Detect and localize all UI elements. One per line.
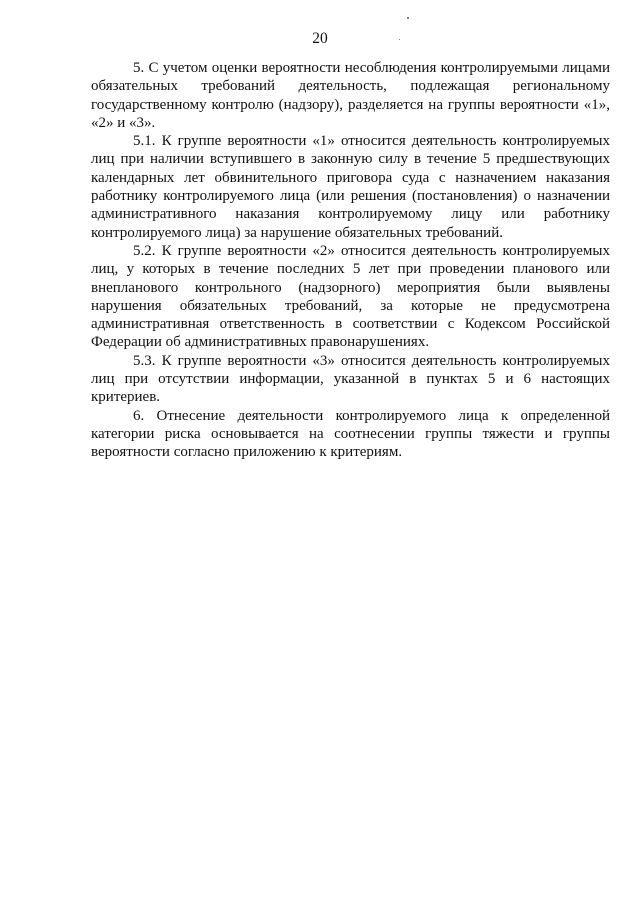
paragraph-6: 6. Отнесение деятельности контролируемого лица к определенной категории риска основывается на соотнесении группы тяжести и группы вероятности согласно приложению к критериям. bbox=[91, 407, 610, 461]
document-body bbox=[91, 59, 610, 462]
paragraph-5-3: 5.3. К группе вероятности «3» относится деятельность контролируемых лиц при отсутствии информации, указанной в пунктах 5 и 6 настоящих критериев. bbox=[91, 352, 610, 406]
page-number: 20 bbox=[312, 30, 328, 47]
paragraph-5-2: 5.2. К группе вероятности «2» относится деятельность контролируемых лиц, у которых в течение последних 5 лет при проведении планового или внепланового контрольного (надзорного) мероприятия были выявлены нарушения обязательных требований, за которые не предусмотрена административная ответственность в соответствии с Кодексом Российской Федерации об административных правонарушениях. bbox=[91, 242, 610, 351]
paragraph-5-1: 5.1. К группе вероятности «1» относится деятельность контролируемых лиц при наличии вступившего в законную силу в течение 5 предшествующих календарных лет обвинительного приговора суда с назначением наказания работнику контролируемого лица (или решения (постановления) о назначении административного наказания контролируемому лицу или работнику контролируемого лица) за нарушение обязательных требований. bbox=[91, 133, 610, 241]
scan-speck bbox=[407, 17, 409, 19]
paragraph-5: 5. С учетом оценки вероятности несоблюдения контролируемыми лицами обязательных требований деятельность, подлежащая региональному государственному контролю (надзору), разделяется на группы вероятности «1», «2» и «3». bbox=[91, 60, 610, 131]
